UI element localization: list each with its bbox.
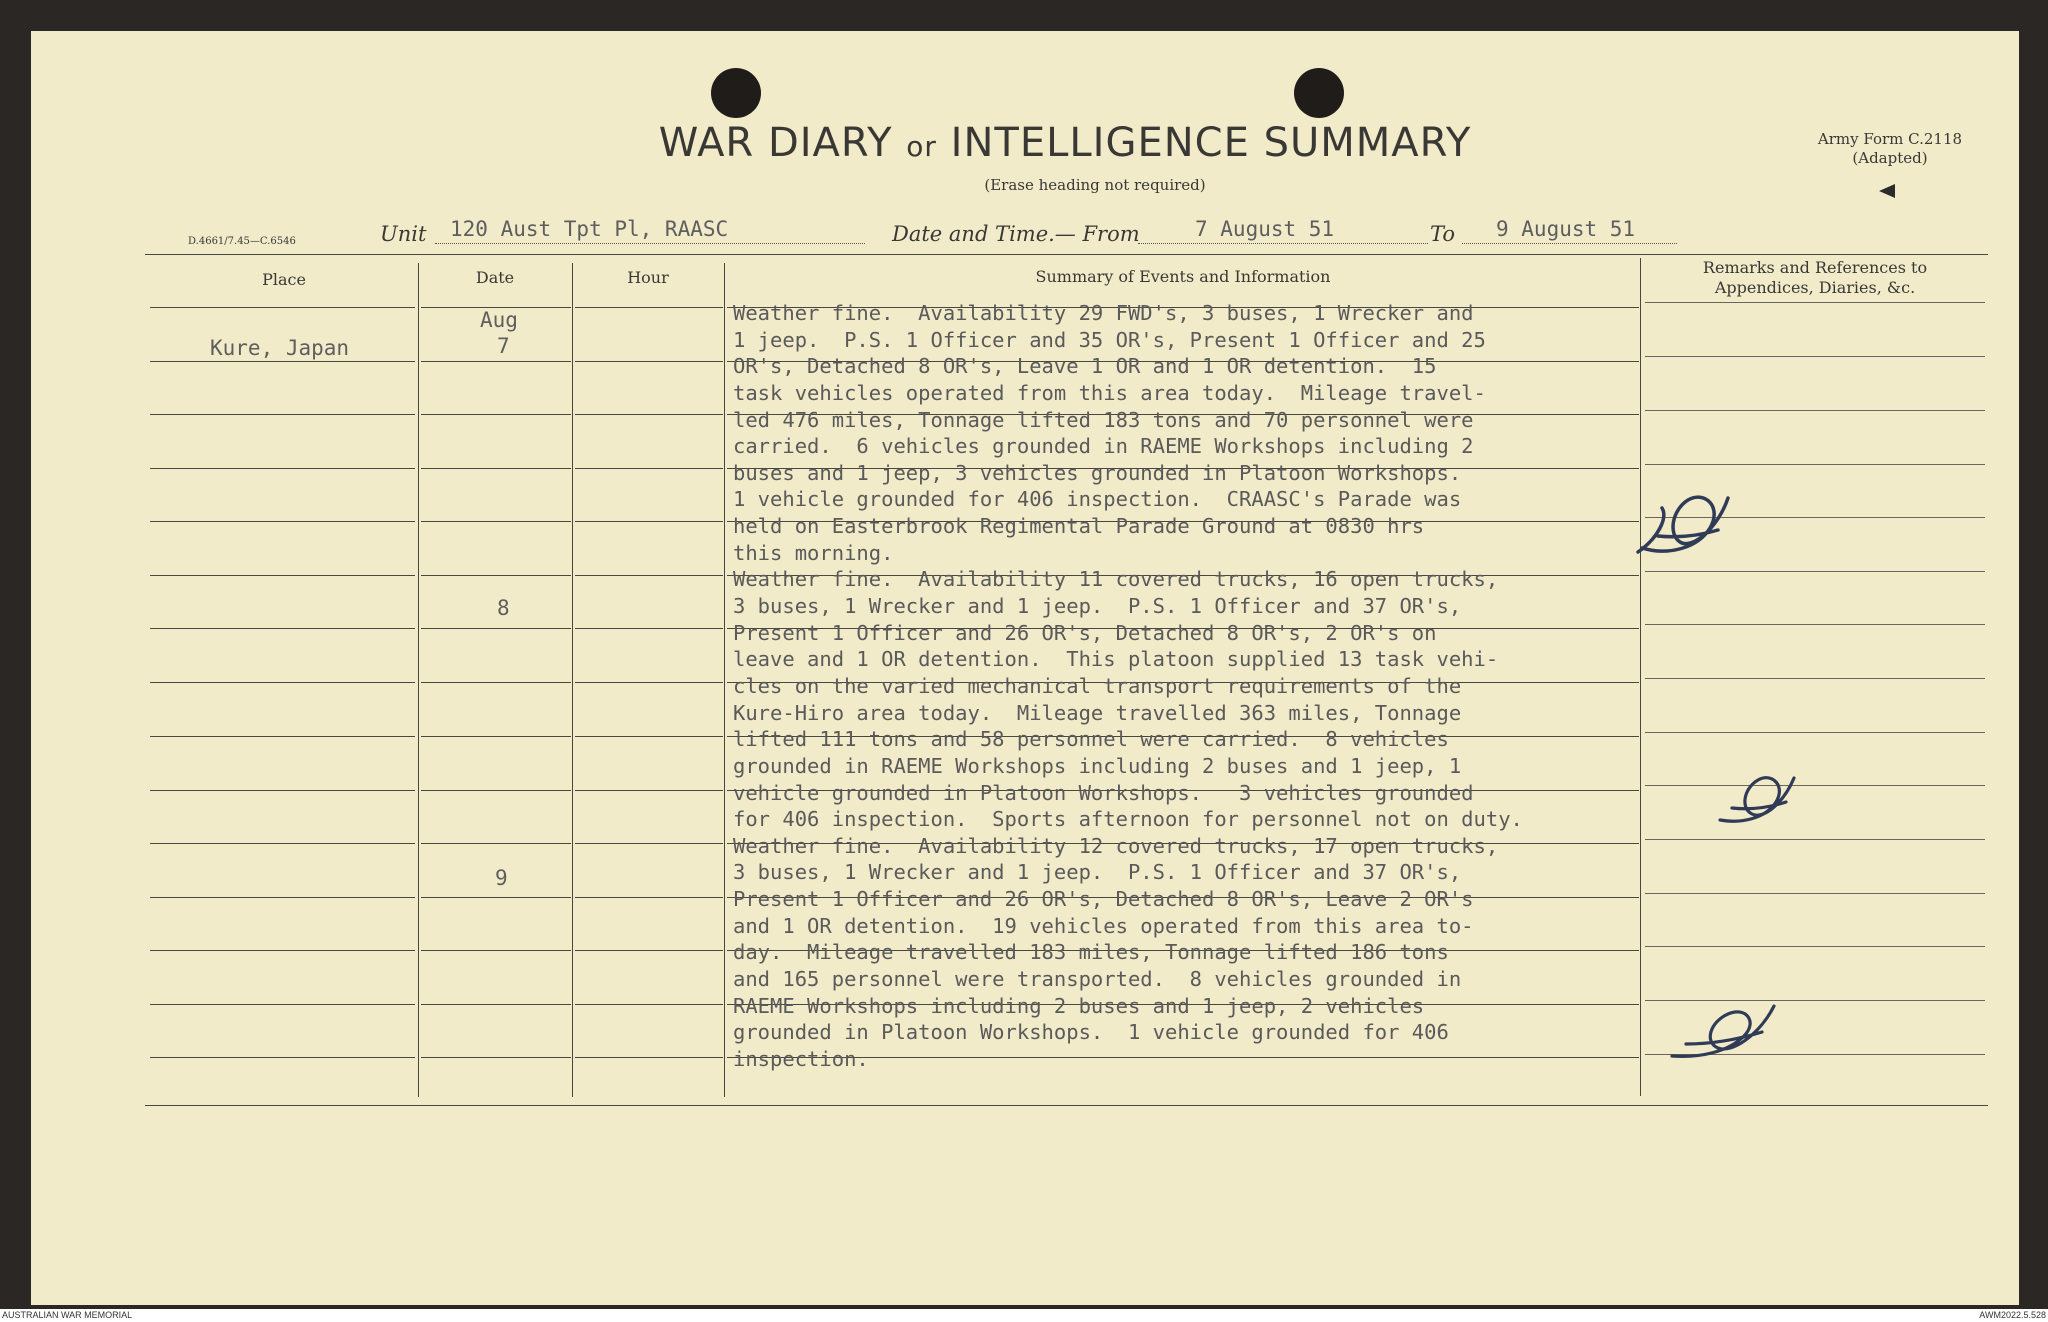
row-rule bbox=[575, 950, 723, 951]
row-rule bbox=[575, 1057, 723, 1058]
army-form-adapted: (Adapted) bbox=[1852, 149, 1928, 167]
remarks-rule bbox=[1645, 571, 1985, 572]
unit-value: 120 Aust Tpt Pl, RAASC bbox=[450, 217, 729, 241]
summary-line: 1 vehicle grounded for 406 inspection. CRAASC's Parade was bbox=[733, 487, 1462, 512]
summary-line: OR's, Detached 8 OR's, Leave 1 OR and 1 OR detention. 15 bbox=[733, 354, 1437, 379]
row-rule bbox=[150, 736, 415, 737]
place-entry: Kure, Japan bbox=[210, 336, 350, 360]
summary-line: led 476 miles, Tonnage lifted 183 tons and 70 personnel were bbox=[733, 407, 1474, 432]
row-rule bbox=[575, 414, 723, 415]
pen-tick-mark bbox=[1879, 184, 1895, 198]
row-rule bbox=[150, 414, 415, 415]
row-rule bbox=[150, 468, 415, 469]
summary-line: held on Easterbrook Regimental Parade Ground at 0830 hrs bbox=[733, 514, 1425, 539]
row-rule bbox=[421, 521, 571, 522]
row-rule bbox=[421, 575, 571, 576]
summary-line: and 165 personnel were transported. 8 vehicles grounded in bbox=[733, 967, 1462, 992]
print-code: D.4661/7.45—C.6546 bbox=[188, 236, 296, 247]
summary-line: carried. 6 vehicles grounded in RAEME Workshops including 2 bbox=[733, 434, 1474, 459]
date-day-8: 8 bbox=[497, 596, 510, 620]
table-top-rule bbox=[145, 254, 1988, 255]
erase-note: (Erase heading not required) bbox=[984, 176, 1206, 194]
date-day-7: 7 bbox=[497, 334, 510, 358]
row-rule bbox=[575, 361, 723, 362]
summary-line: 1 jeep. P.S. 1 Officer and 35 OR's, Present 1 Officer and 25 bbox=[733, 327, 1486, 352]
row-rule bbox=[575, 307, 723, 308]
column-remarks-line1: Remarks and References to bbox=[1702, 258, 1928, 277]
title-war-diary: WAR DIARY bbox=[658, 120, 893, 166]
row-rule bbox=[150, 682, 415, 683]
date-month: Aug bbox=[480, 308, 518, 332]
to-dotted-line bbox=[1462, 243, 1677, 244]
summary-line: for 406 inspection. Sports afternoon for personnel not on duty. bbox=[733, 807, 1523, 832]
row-rule bbox=[575, 628, 723, 629]
row-rule bbox=[150, 628, 415, 629]
row-rule bbox=[150, 1004, 415, 1005]
row-rule bbox=[421, 736, 571, 737]
from-dotted-line bbox=[1138, 243, 1428, 244]
summary-line: this morning. bbox=[733, 540, 894, 565]
date-to-label: To bbox=[1430, 222, 1456, 246]
col-divider-place-date bbox=[418, 263, 419, 1097]
handwritten-initials-day-9 bbox=[1664, 996, 1784, 1068]
row-rule bbox=[150, 790, 415, 791]
column-summary: Summary of Events and Information bbox=[1035, 267, 1331, 286]
row-rule bbox=[575, 521, 723, 522]
col-divider-date-hour bbox=[572, 263, 573, 1097]
summary-line: cles on the varied mechanical transport requirements of the bbox=[733, 673, 1462, 698]
row-rule bbox=[421, 1004, 571, 1005]
summary-line: lifted 111 tons and 58 personnel were carried. 8 vehicles bbox=[733, 727, 1449, 752]
date-from-value: 7 August 51 bbox=[1195, 217, 1335, 241]
remarks-rule bbox=[1645, 678, 1985, 679]
punch-hole-left bbox=[711, 68, 761, 118]
row-rule bbox=[575, 1004, 723, 1005]
row-rule bbox=[421, 950, 571, 951]
summary-line: 3 buses, 1 Wrecker and 1 jeep. P.S. 1 Officer and 37 OR's, bbox=[733, 860, 1462, 885]
remarks-rule bbox=[1645, 410, 1985, 411]
row-rule bbox=[421, 682, 571, 683]
form-title bbox=[630, 120, 1500, 180]
army-form-label bbox=[1790, 130, 1990, 168]
army-form-number: Army Form C.2118 bbox=[1817, 130, 1963, 148]
summary-line: leave and 1 OR detention. This platoon supplied 13 task vehi- bbox=[733, 647, 1499, 672]
unit-dotted-line bbox=[435, 243, 865, 244]
column-remarks bbox=[1645, 258, 1985, 298]
punch-hole-right bbox=[1294, 68, 1344, 118]
handwritten-initials-day-7 bbox=[1628, 478, 1748, 570]
remarks-rule bbox=[1645, 356, 1985, 357]
title-or: or bbox=[906, 130, 937, 163]
summary-line: Present 1 Officer and 26 OR's, Detached 8 OR's, 2 OR's on bbox=[733, 620, 1437, 645]
col-divider-hour-summary bbox=[724, 263, 725, 1097]
unit-label: Unit bbox=[380, 222, 427, 246]
remarks-rule bbox=[1645, 946, 1985, 947]
row-rule bbox=[421, 628, 571, 629]
column-date: Date bbox=[475, 268, 515, 287]
summary-line: 3 buses, 1 Wrecker and 1 jeep. P.S. 1 Officer and 37 OR's, bbox=[733, 594, 1462, 619]
summary-line: Weather fine. Availability 29 FWD's, 3 buses, 1 Wrecker and bbox=[733, 301, 1474, 325]
column-remarks-line2: Appendices, Diaries, &c. bbox=[1714, 278, 1916, 297]
archive-footer-strip bbox=[0, 1309, 2048, 1322]
column-place: Place bbox=[262, 270, 306, 289]
summary-line: grounded in Platoon Workshops. 1 vehicle grounded for 406 bbox=[733, 1020, 1449, 1045]
summary-line: vehicle grounded in Platoon Workshops. 3 vehicles grounded bbox=[733, 780, 1474, 805]
row-rule bbox=[575, 790, 723, 791]
summary-line: grounded in RAEME Workshops including 2 buses and 1 jeep, 1 bbox=[733, 753, 1462, 778]
summary-line: inspection. bbox=[733, 1046, 869, 1071]
row-rule bbox=[421, 1057, 571, 1058]
summary-line: Weather fine. Availability 12 covered trucks, 17 open trucks, bbox=[733, 833, 1499, 858]
row-rule bbox=[150, 521, 415, 522]
summary-line: task vehicles operated from this area today. Mileage travel- bbox=[733, 380, 1486, 405]
row-rule bbox=[150, 575, 415, 576]
remarks-rule bbox=[1645, 624, 1985, 625]
row-rule bbox=[421, 361, 571, 362]
remarks-rule bbox=[1645, 464, 1985, 465]
remarks-rule bbox=[1645, 839, 1985, 840]
remarks-rule bbox=[1645, 302, 1985, 303]
summary-line: Present 1 Officer and 26 OR's, Detached 8 OR's, Leave 2 OR's bbox=[733, 887, 1474, 912]
row-rule bbox=[575, 682, 723, 683]
remarks-rule bbox=[1645, 732, 1985, 733]
table-bottom-rule bbox=[145, 1105, 1988, 1106]
row-rule bbox=[150, 950, 415, 951]
column-hour: Hour bbox=[627, 268, 669, 287]
row-rule bbox=[575, 897, 723, 898]
row-rule bbox=[421, 790, 571, 791]
summary-line: and 1 OR detention. 19 vehicles operated from this area to- bbox=[733, 913, 1474, 938]
summary-line: RAEME Workshops including 2 buses and 1 jeep, 2 vehicles bbox=[733, 993, 1425, 1018]
row-rule bbox=[421, 414, 571, 415]
summary-line: Kure-Hiro area today. Mileage travelled 363 miles, Tonnage bbox=[733, 700, 1462, 725]
date-to-value: 9 August 51 bbox=[1496, 217, 1636, 241]
row-rule bbox=[575, 575, 723, 576]
footer-accession-number: AWM2022.5.528 bbox=[1979, 1310, 2046, 1320]
row-rule bbox=[150, 843, 415, 844]
footer-source: AUSTRALIAN WAR MEMORIAL bbox=[2, 1310, 133, 1320]
row-rule bbox=[421, 897, 571, 898]
summary-line: day. Mileage travelled 183 miles, Tonnage lifted 186 tons bbox=[733, 940, 1449, 965]
title-intelligence-summary: INTELLIGENCE SUMMARY bbox=[950, 120, 1472, 166]
row-rule bbox=[421, 468, 571, 469]
date-time-from-label: Date and Time.— From bbox=[892, 222, 1140, 246]
row-rule bbox=[150, 361, 415, 362]
row-rule bbox=[150, 307, 415, 308]
row-rule bbox=[421, 843, 571, 844]
summary-of-events bbox=[733, 300, 1643, 1073]
remarks-rule bbox=[1645, 785, 1985, 786]
summary-line: buses and 1 jeep, 3 vehicles grounded in Platoon Workshops. bbox=[733, 460, 1462, 485]
row-rule bbox=[575, 736, 723, 737]
row-rule bbox=[575, 468, 723, 469]
row-rule bbox=[575, 843, 723, 844]
row-rule bbox=[150, 1057, 415, 1058]
remarks-rule bbox=[1645, 893, 1985, 894]
date-day-9: 9 bbox=[495, 866, 508, 890]
summary-line: Weather fine. Availability 11 covered trucks, 16 open trucks, bbox=[733, 567, 1499, 592]
handwritten-initials-day-8 bbox=[1710, 762, 1810, 834]
row-rule bbox=[150, 897, 415, 898]
